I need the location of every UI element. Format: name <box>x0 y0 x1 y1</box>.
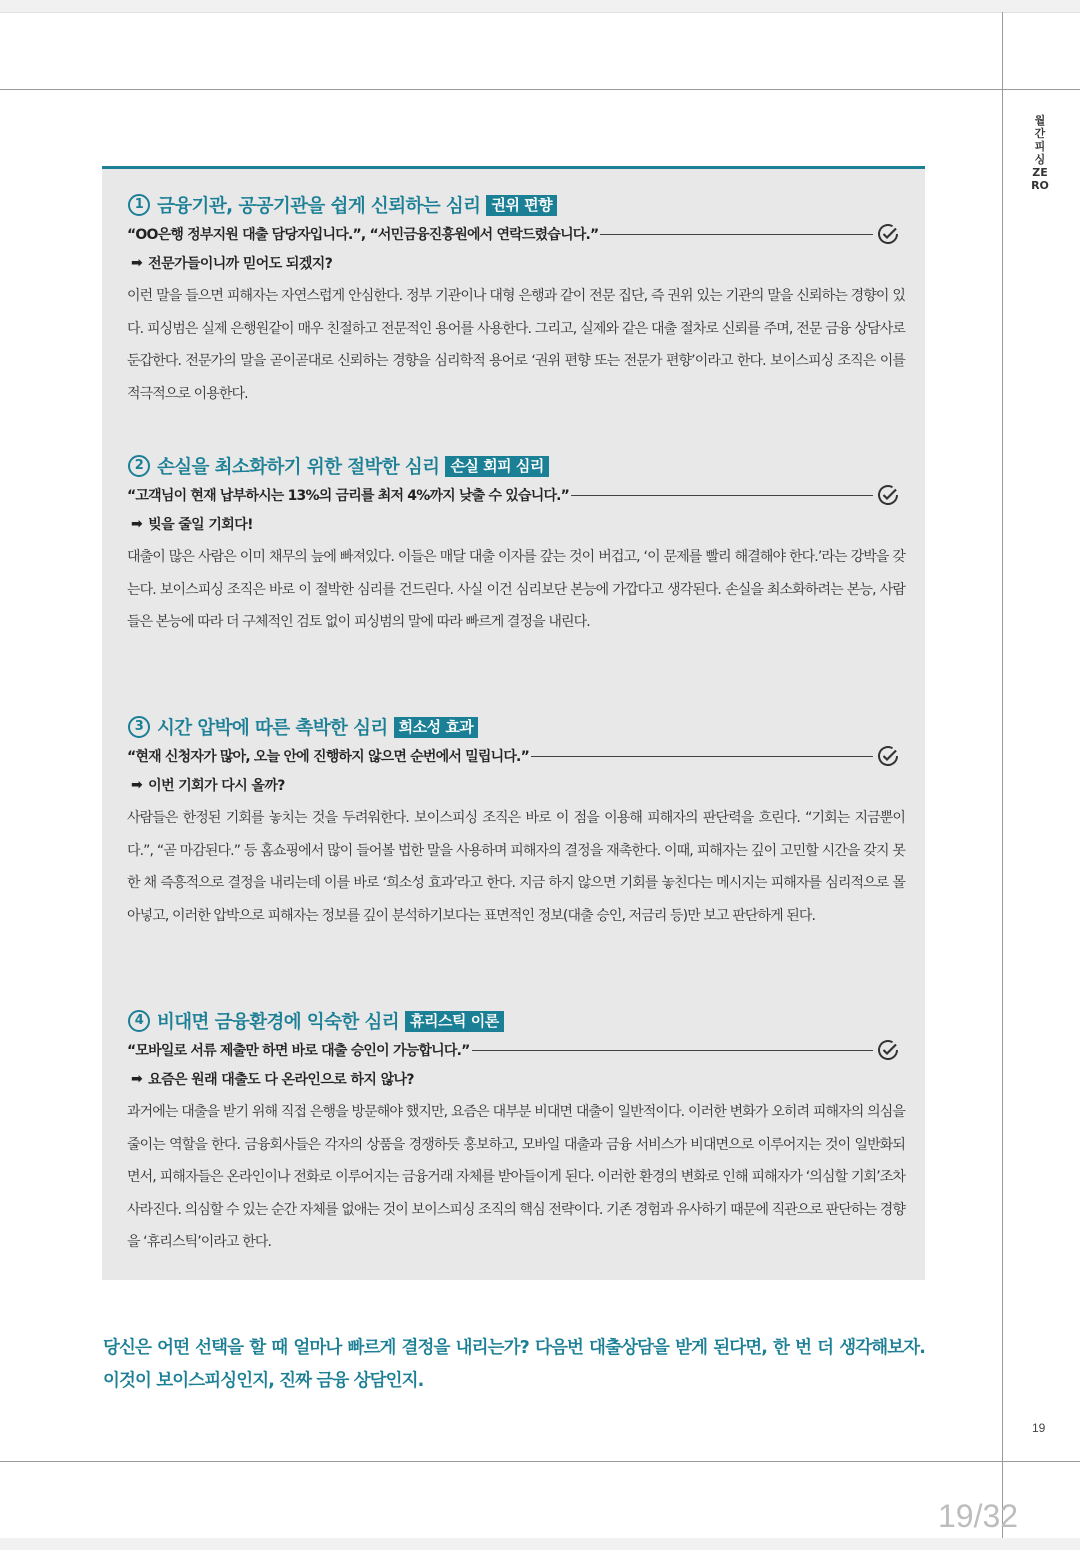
section-1 <box>127 190 905 410</box>
check-circle-icon <box>876 1038 900 1062</box>
right-arrow-icon: ➡ <box>131 776 143 793</box>
section-body: 사람들은 한정된 기회를 놓치는 것을 두려워한다. 보이스피싱 조직은 바로 이 점을 이용해 피해자의 판단력을 흐린다. “기회는 지금뿐이다.”, “곧 마감된다.” 등 홈쇼핑에서 많이 들어볼 법한 말을 사용하며 피해자의 결정을 재촉한다. 이때, 피해자는 깊이 고민할 시간을 갖지 못한 채 즉흥적으로 결정을 내리는데 이를 바로 ‘희소성 효과’라고 한다. 지금 하지 않으면 기회를 놓친다는 메시지는 피해자를 심리적으로 몰아넣고, 이러한 압박으로 피해자는 정보를 깊이 분석하기보다는 표면적인 정보(대출 승인, 저금리 등)만 보고 판단하게 된다. <box>127 810 905 924</box>
section-body: 대출이 많은 사람은 이미 채무의 늪에 빠져있다. 이들은 매달 대출 이자를 갚는 것이 버겁고, ‘이 문제를 빨리 해결해야 한다.’라는 강박을 갖는다. 보이스피싱 조직은 바로 이 절박한 심리를 건드린다. 사실 이건 심리보단 본능에 가깝다고 생각된다. 손실을 최소화하려는 본능, 사람들은 본능에 따라 더 구체적인 검토 없이 피싱범의 말에 따라 빠르게 결정을 내린다. <box>127 549 905 631</box>
page-number: 19 <box>1032 1421 1046 1435</box>
quote-row <box>127 220 905 248</box>
quote-text: “OO은행 정부지원 대출 담당자입니다.”, “서민금융진흥원에서 연락드렸습니다.” <box>127 224 600 244</box>
check-circle-icon <box>876 483 900 507</box>
viewer-top-bar <box>0 0 1080 13</box>
quote-row <box>127 742 905 770</box>
quote-row <box>127 1036 905 1064</box>
viewer-bottom-bar <box>0 1538 1080 1550</box>
reaction-text: 요즘은 원래 대출도 다 온라인으로 하지 않나? <box>148 1071 414 1088</box>
section-4 <box>127 1006 905 1259</box>
check-circle-icon <box>876 744 900 768</box>
right-arrow-icon: ➡ <box>131 1070 143 1087</box>
section-3 <box>127 712 905 932</box>
section-heading: 시간 압박에 따른 촉박한 심리 <box>157 718 388 739</box>
margin-rule <box>1002 12 1003 1538</box>
header-rule <box>0 89 1080 90</box>
reaction-text: 이번 기회가 다시 올까? <box>148 777 285 794</box>
section-title <box>127 451 905 481</box>
section-number: 1 <box>128 194 150 216</box>
section-2 <box>127 451 905 639</box>
section-number: 4 <box>128 1010 150 1032</box>
section-badge: 권위 편향 <box>486 195 557 216</box>
section-body: 과거에는 대출을 받기 위해 직접 은행을 방문해야 했지만, 요즘은 대부분 비대면 대출이 일반적이다. 이러한 변화가 오히려 피해자의 의심을 줄이는 역할을 한다. 금융회사들은 각자의 상품을 경쟁하듯 홍보하고, 모바일 대출과 금융 서비스가 비대면으로 이루어지는 것이 일반화되면서, 피해자들은 온라인이나 전화로 이루어지는 금융거래 자체를 받아들이게 된다. 이러한 환경의 변화로 인해 피해자가 ‘의심할 기회’조차 사라진다. 의심할 수 있는 순간 자체를 없애는 것이 보이스피싱 조직의 핵심 전략이다. 기존 경험과 유사하기 때문에 직관으로 판단하는 경향을 ‘휴리스틱’이라고 한다. <box>127 1104 905 1251</box>
section-heading: 금융기관, 공공기관을 쉽게 신뢰하는 심리 <box>157 196 481 217</box>
section-badge: 희소성 효과 <box>394 717 479 738</box>
section-badge: 손실 회피 심리 <box>445 456 548 477</box>
section-title <box>127 1006 905 1036</box>
section-number: 2 <box>128 455 150 477</box>
reaction-row <box>127 248 905 277</box>
magazine-title: 월간 피싱 ZERO <box>1031 114 1049 192</box>
section-number: 3 <box>128 716 150 738</box>
viewer-page-indicator: 19/32 <box>938 1498 1019 1534</box>
reaction-row <box>127 770 905 799</box>
section-heading: 비대면 금융환경에 익숙한 심리 <box>157 1012 400 1033</box>
right-arrow-icon: ➡ <box>131 254 143 271</box>
quote-text: “고객님이 현재 납부하시는 13%의 금리를 최저 4%까지 낮출 수 있습니다.” <box>127 485 571 505</box>
section-title <box>127 712 905 742</box>
reaction-text: 전문가들이니까 믿어도 되겠지? <box>148 255 333 272</box>
right-arrow-icon: ➡ <box>131 515 143 532</box>
section-badge: 휴리스틱 이론 <box>405 1011 504 1032</box>
footer-rule <box>0 1461 1080 1462</box>
reaction-row <box>127 509 905 538</box>
quote-text: “모바일로 서류 제출만 하면 바로 대출 승인이 가능합니다.” <box>127 1040 472 1060</box>
section-title <box>127 190 905 220</box>
reaction-row <box>127 1064 905 1093</box>
check-circle-icon <box>876 222 900 246</box>
closing-statement: 당신은 어떤 선택을 할 때 얼마나 빠르게 결정을 내리는가? 다음번 대출상담을 받게 된다면, 한 번 더 생각해보자. 이것이 보이스피싱인지, 진짜 금융 상담인지. <box>103 1337 925 1391</box>
quote-row <box>127 481 905 509</box>
section-body: 이런 말을 들으면 피해자는 자연스럽게 안심한다. 정부 기관이나 대형 은행과 같이 전문 집단, 즉 권위 있는 기관의 말을 신뢰하는 경향이 있다. 피싱범은 실제 은행원같이 매우 친절하고 전문적인 용어를 사용한다. 그리고, 실제와 같은 대출 절차로 신뢰를 주며, 전문 금융 상담사로 둔갑한다. 전문가의 말을 곧이곧대로 신뢰하는 경향을 심리학적 용어로 ‘권위 편향 또는 전문가 편향’이라고 한다. 보이스피싱 조직은 이를 적극적으로 이용한다. <box>127 288 905 402</box>
reaction-text: 빚을 줄일 기회다! <box>148 516 253 533</box>
quote-text: “현재 신청자가 많아, 오늘 안에 진행하지 않으면 순번에서 밀립니다.” <box>127 746 531 766</box>
section-heading: 손실을 최소화하기 위한 절박한 심리 <box>157 457 440 478</box>
